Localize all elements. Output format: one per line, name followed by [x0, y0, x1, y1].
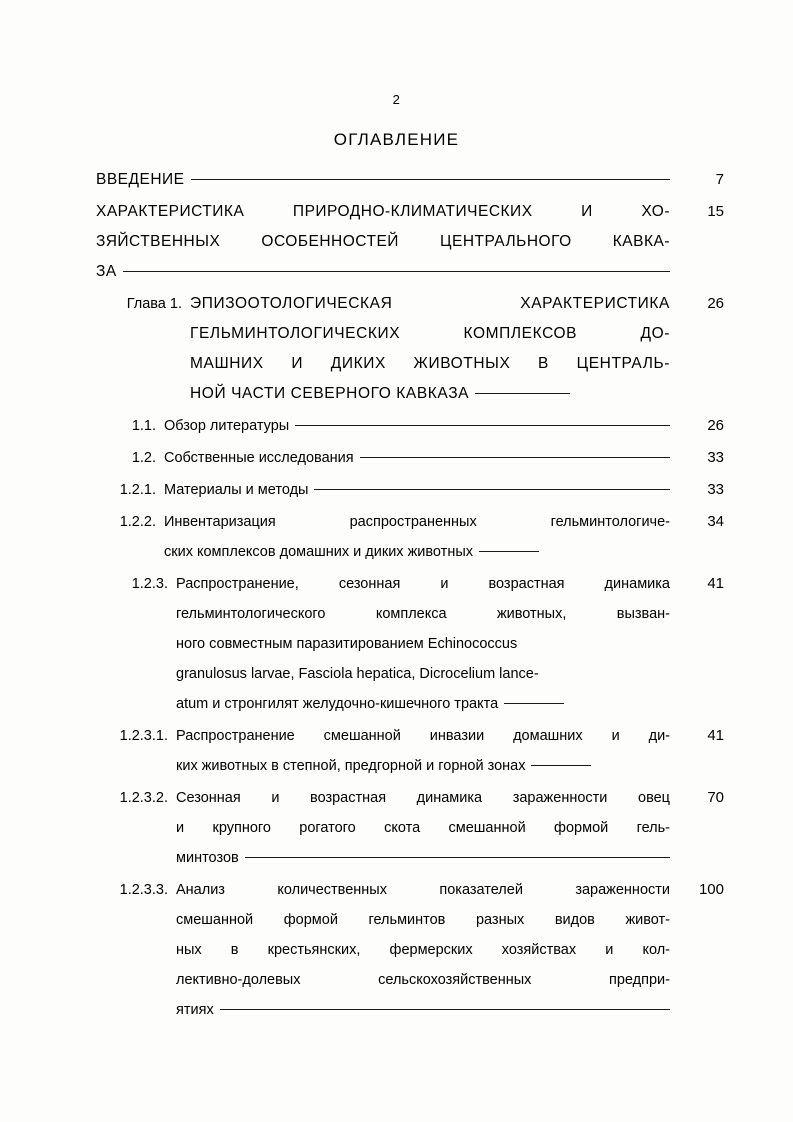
leader-rule — [314, 489, 670, 490]
toc-entry-label: ких животных в степной, предгорной и горной зонах — [176, 758, 526, 774]
leader-rule — [191, 179, 670, 180]
toc-entry-label: минтозов — [176, 850, 239, 866]
toc-page-number: 100 — [698, 881, 724, 898]
leader-rule — [295, 425, 670, 426]
leader-rule — [531, 765, 591, 766]
toc-entry-label: ВВЕДЕНИЕ — [96, 171, 185, 188]
toc-entry-1-2-3-1[interactable] — [96, 721, 724, 781]
toc-page-number: 15 — [707, 203, 724, 220]
toc-line — [164, 443, 670, 473]
toc-entry-introduction[interactable] — [96, 165, 724, 195]
toc-entry-label: Обзор литературы — [164, 418, 290, 434]
toc-line: МАШНИХ И ДИКИХ ЖИВОТНЫХ В ЦЕНТРАЛЬ- — [190, 355, 670, 372]
toc-entry-chapter-1[interactable] — [96, 289, 724, 409]
toc-line — [164, 411, 670, 441]
toc-page-number: 33 — [707, 481, 724, 498]
toc-entry-characteristics[interactable] — [96, 197, 724, 287]
toc-page-number: 33 — [707, 449, 724, 466]
leader-rule — [475, 393, 570, 394]
toc-line — [190, 379, 670, 409]
toc-line: granulosus larvae, Fasciola hepatica, Dicrocelium lance- — [176, 666, 539, 682]
toc-line: и крупного рогатого скота смешанной формой гель- — [176, 820, 670, 836]
toc-entry-1-2-1[interactable] — [96, 475, 724, 505]
table-of-contents — [96, 165, 724, 1027]
toc-line: Распространение, сезонная и возрастная динамика — [176, 576, 670, 592]
toc-entry-1-2-3[interactable] — [96, 569, 724, 719]
page-number: 2 — [392, 92, 401, 107]
toc-entry-number: 1.1. — [131, 418, 156, 434]
toc-line: ЭПИЗООТОЛОГИЧЕСКАЯ ХАРАКТЕРИСТИКА — [190, 295, 670, 312]
page-title: ОГЛАВЛЕНИЕ — [333, 130, 460, 149]
toc-line — [176, 689, 670, 719]
toc-entry-number: Глава 1. — [126, 296, 182, 312]
leader-rule — [504, 703, 564, 704]
toc-page-number: 26 — [707, 295, 724, 312]
toc-entry-1-2-3-3[interactable] — [96, 875, 724, 1025]
toc-entry-1-2-3-2[interactable] — [96, 783, 724, 873]
toc-page-number: 7 — [715, 171, 724, 188]
toc-entry-label: atum и стронгилят желудочно-кишечного тракта — [176, 696, 499, 712]
toc-line — [164, 475, 670, 505]
toc-page-number: 34 — [707, 513, 724, 530]
toc-line — [164, 537, 670, 567]
toc-line: ГЕЛЬМИНТОЛОГИЧЕСКИХ КОМПЛЕКСОВ ДО- — [190, 325, 670, 342]
leader-rule — [220, 1009, 670, 1010]
toc-entry-number: 1.2.3.3. — [119, 882, 168, 898]
toc-line: ных в крестьянских, фермерских хозяйствах и кол- — [176, 942, 670, 958]
toc-line: лективно-долевых сельскохозяйственных предпри- — [176, 972, 670, 988]
toc-line: ХАРАКТЕРИСТИКА ПРИРОДНО-КЛИМАТИЧЕСКИХ И ХО- — [96, 203, 670, 220]
toc-page-number: 70 — [707, 789, 724, 806]
toc-entry-label: ских комплексов домашних и диких животных — [164, 544, 473, 560]
toc-line: Анализ количественных показателей зараженности — [176, 882, 670, 898]
toc-line — [176, 843, 670, 873]
toc-entry-label: Собственные исследования — [164, 450, 354, 466]
toc-entry-number: 1.2.3.1. — [119, 728, 168, 744]
toc-page-number: 41 — [707, 727, 724, 744]
toc-page-number: 26 — [707, 417, 724, 434]
leader-rule — [360, 457, 670, 458]
toc-entry-label: НОЙ ЧАСТИ СЕВЕРНОГО КАВКАЗА — [190, 385, 470, 402]
toc-entry-number: 1.2.3. — [131, 576, 168, 592]
toc-entry-number: 1.2.2. — [119, 514, 156, 530]
toc-line: гельминтологического комплекса животных, вызван- — [176, 606, 670, 622]
leader-rule — [245, 857, 670, 858]
toc-line: Распространение смешанной инвазии домашних и ди- — [176, 728, 670, 744]
toc-entry-1-2[interactable] — [96, 443, 724, 473]
toc-line — [96, 257, 670, 287]
toc-page-number: 41 — [707, 575, 724, 592]
toc-entry-number: 1.2.3.2. — [119, 790, 168, 806]
toc-line: ного совместным паразитированием Echinococcus — [176, 636, 518, 652]
toc-entry-label: ЗА — [96, 263, 117, 280]
toc-line: смешанной формой гельминтов разных видов живот- — [176, 912, 670, 928]
toc-entry-label: Материалы и методы — [164, 482, 309, 498]
leader-rule — [123, 271, 670, 272]
toc-entry-number: 1.2. — [131, 450, 156, 466]
toc-line: Сезонная и возрастная динамика зараженности овец — [176, 790, 670, 806]
toc-entry-label: ятиях — [176, 1002, 214, 1018]
toc-entry-1-2-2[interactable] — [96, 507, 724, 567]
toc-line — [96, 165, 670, 195]
toc-line: ЗЯЙСТВЕННЫХ ОСОБЕННОСТЕЙ ЦЕНТРАЛЬНОГО КАВКА- — [96, 233, 670, 250]
toc-line — [176, 751, 670, 781]
leader-rule — [479, 551, 539, 552]
toc-entry-number: 1.2.1. — [119, 482, 156, 498]
toc-entry-1-1[interactable] — [96, 411, 724, 441]
toc-line: Инвентаризация распространенных гельминтологиче- — [164, 514, 670, 530]
toc-line — [176, 995, 670, 1025]
